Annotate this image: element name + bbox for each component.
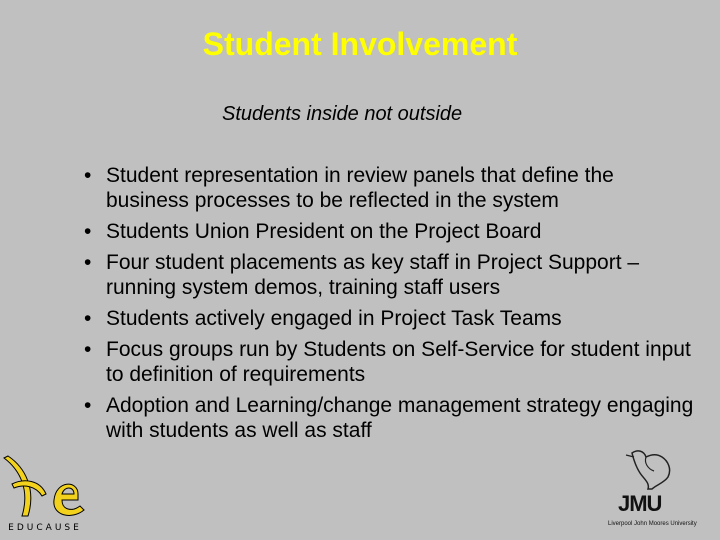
bullet-text: Focus groups run by Students on Self-Service for student input to definition of requirements (106, 338, 691, 386)
jmu-wordmark: JMU (618, 491, 662, 516)
educause-wordmark: EDUCAUSE (8, 523, 82, 533)
bullet-icon: • (84, 394, 92, 417)
educause-logo (0, 450, 90, 540)
list-item (84, 393, 694, 443)
bullet-text: Students actively engaged in Project Task Teams (106, 307, 562, 330)
bullet-text: Adoption and Learning/change management strategy engaging with students as well as staff (106, 394, 694, 442)
list-item (84, 306, 694, 331)
slide-subtitle: Students inside not outside (222, 103, 463, 125)
list-item (84, 337, 694, 387)
jmu-subtitle: Liverpool John Moores University (608, 521, 697, 527)
bullet-text: Four student placements as key staff in Project Support – running system demos, training staff users (106, 251, 640, 299)
bullet-text: Student representation in review panels that define the business processes to be reflected in the system (106, 164, 614, 212)
bullet-icon: • (84, 164, 92, 187)
bullet-icon: • (84, 338, 92, 361)
liver-bird-icon (622, 445, 682, 491)
jmu-logo (600, 445, 712, 535)
list-item (84, 219, 694, 244)
slide-title: Student Involvement (202, 26, 518, 62)
bullet-text: Students Union President on the Project Board (106, 220, 542, 243)
educause-swoosh-icon (0, 450, 90, 524)
list-item (84, 163, 694, 213)
bullet-icon: • (84, 251, 92, 274)
bullet-icon: • (84, 220, 92, 243)
list-item (84, 250, 694, 300)
bullet-icon: • (84, 307, 92, 330)
bullet-list (84, 163, 694, 449)
